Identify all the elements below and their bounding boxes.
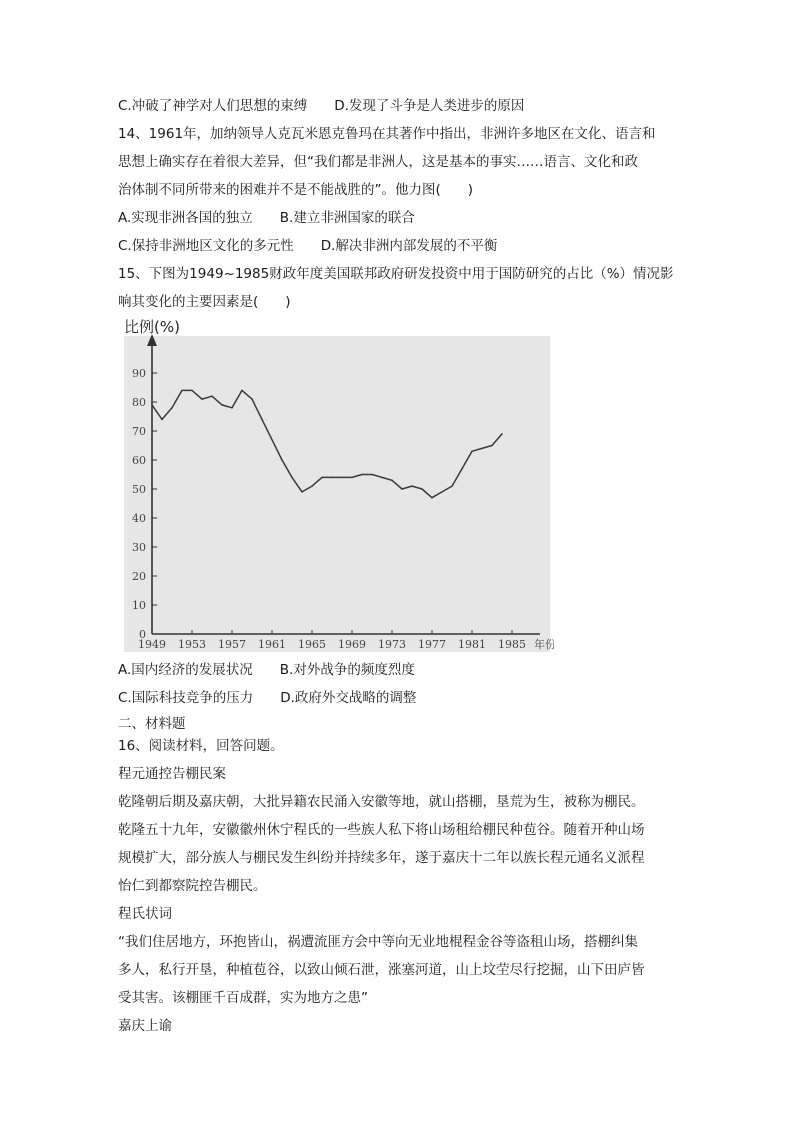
data-point [451, 485, 453, 487]
x-axis-label: 年份 [534, 638, 554, 651]
material-line: “我们住居地方，环抱皆山，祸遭流匪方会中等向无业地棍程金谷等盗租山场，搭棚纠集 [118, 934, 638, 950]
data-point [281, 459, 283, 461]
data-point [321, 477, 323, 479]
data-point [331, 477, 333, 479]
data-point [411, 485, 413, 487]
x-tick-label: 1973 [378, 638, 406, 651]
x-tick-label: 1957 [218, 638, 246, 651]
option-line: A.国内经济的发展状况 B.对外战争的频度烈度 [118, 662, 415, 678]
option-line: C.国际科技竞争的压力 D.政府外交战略的调整 [118, 690, 417, 706]
material-line: 受其害。该棚匪千百成群，实为地方之患” [118, 990, 368, 1006]
y-tick-label: 50 [132, 483, 146, 496]
data-point [261, 419, 263, 421]
data-point [271, 439, 273, 441]
y-tick-label: 20 [132, 570, 146, 583]
y-tick-label: 40 [132, 512, 146, 525]
x-tick-label: 1949 [138, 638, 166, 651]
option-line: A.实现非洲各国的独立 B.建立非洲国家的联合 [118, 210, 415, 226]
data-point [311, 485, 313, 487]
question-15-line: 响其变化的主要因素是( ) [118, 294, 291, 310]
data-point [351, 477, 353, 479]
question-14-line: 治体制不同所带来的困难并不是不能战胜的”。他力图( ) [118, 182, 474, 198]
y-tick-label: 80 [132, 396, 146, 409]
x-tick-label: 1953 [178, 638, 206, 651]
question-16-line: 16、阅读材料，回答问题。 [118, 738, 284, 754]
data-point [421, 488, 423, 490]
x-tick-label: 1977 [418, 638, 446, 651]
data-point [391, 480, 393, 482]
question-14-line: 14、1961年，加纳领导人克瓦米恩克鲁玛在其著作中指出，非洲许多地区在文化、语言和 [118, 126, 656, 142]
data-point [461, 468, 463, 470]
data-point [441, 491, 443, 493]
data-point [301, 491, 303, 493]
material-line: 多人，私行开垦，种植苞谷，以致山倾石泄，涨塞河道，山上坟茔尽行挖掘，山下田庐皆 [118, 962, 645, 978]
x-tick-label: 1969 [338, 638, 366, 651]
option-line: C.保持非洲地区文化的多元性 D.解决非洲内部发展的不平衡 [118, 238, 498, 254]
y-tick-label: 70 [132, 425, 146, 438]
material-title: 程元通控告棚民案 [118, 766, 226, 782]
y-tick-label: 30 [132, 541, 146, 554]
data-point [251, 398, 253, 400]
data-point [501, 433, 503, 435]
material-title: 嘉庆上谕 [118, 1018, 172, 1034]
data-point [241, 390, 243, 392]
y-tick-label: 60 [132, 454, 146, 467]
data-point [341, 477, 343, 479]
material-title: 程氏状词 [118, 906, 172, 922]
chart-background [124, 336, 550, 652]
data-point [481, 448, 483, 450]
chart-svg [118, 314, 554, 654]
data-point [221, 404, 223, 406]
material-line: 规模扩大，部分族人与棚民发生纠纷并持续多年，遂于嘉庆十二年以族长程元通名义派程 [118, 850, 645, 866]
data-point [201, 398, 203, 400]
chart-ylabel: 比例(%) [124, 318, 180, 336]
x-tick-label: 1965 [298, 638, 326, 651]
question-14-line: 思想上确实存在着很大差异，但“我们都是非洲人，这是基本的事实……语言、文化和政 [118, 154, 638, 170]
data-point [431, 497, 433, 499]
x-tick-label: 1961 [258, 638, 286, 651]
y-tick-label: 0 [139, 628, 146, 641]
data-point [361, 474, 363, 476]
x-tick-label: 1981 [458, 638, 486, 651]
material-line: 乾隆朝后期及嘉庆朝，大批异籍农民涌入安徽等地，就山搭棚，垦荒为生，被称为棚民。 [118, 794, 645, 810]
option-line: C.冲破了神学对人们思想的束缚 D.发现了斗争是人类进步的原因 [118, 98, 525, 114]
data-point [181, 390, 183, 392]
data-point [161, 419, 163, 421]
data-point [191, 390, 193, 392]
material-line: 乾隆五十九年，安徽徽州休宁程氏的一些族人私下将山场租给棚民种苞谷。随着开种山场 [118, 822, 645, 838]
data-point [171, 407, 173, 409]
data-point [371, 474, 373, 476]
data-point [151, 404, 153, 406]
y-tick-label: 90 [132, 367, 146, 380]
data-point [291, 477, 293, 479]
data-point [231, 407, 233, 409]
data-point [491, 445, 493, 447]
material-line: 怡仁到都察院控告棚民。 [118, 878, 267, 894]
x-tick-label: 1985 [498, 638, 526, 651]
data-point [381, 477, 383, 479]
data-point [401, 488, 403, 490]
y-tick-label: 10 [132, 599, 146, 612]
data-point [471, 451, 473, 453]
data-point [211, 395, 213, 397]
defense-rd-chart [118, 314, 554, 654]
section-heading: 二、材料题 [118, 716, 186, 732]
question-15-line: 15、下图为1949~1985财政年度美国联邦政府研发投资中用于国防研究的占比（%）情况影 [118, 266, 674, 282]
